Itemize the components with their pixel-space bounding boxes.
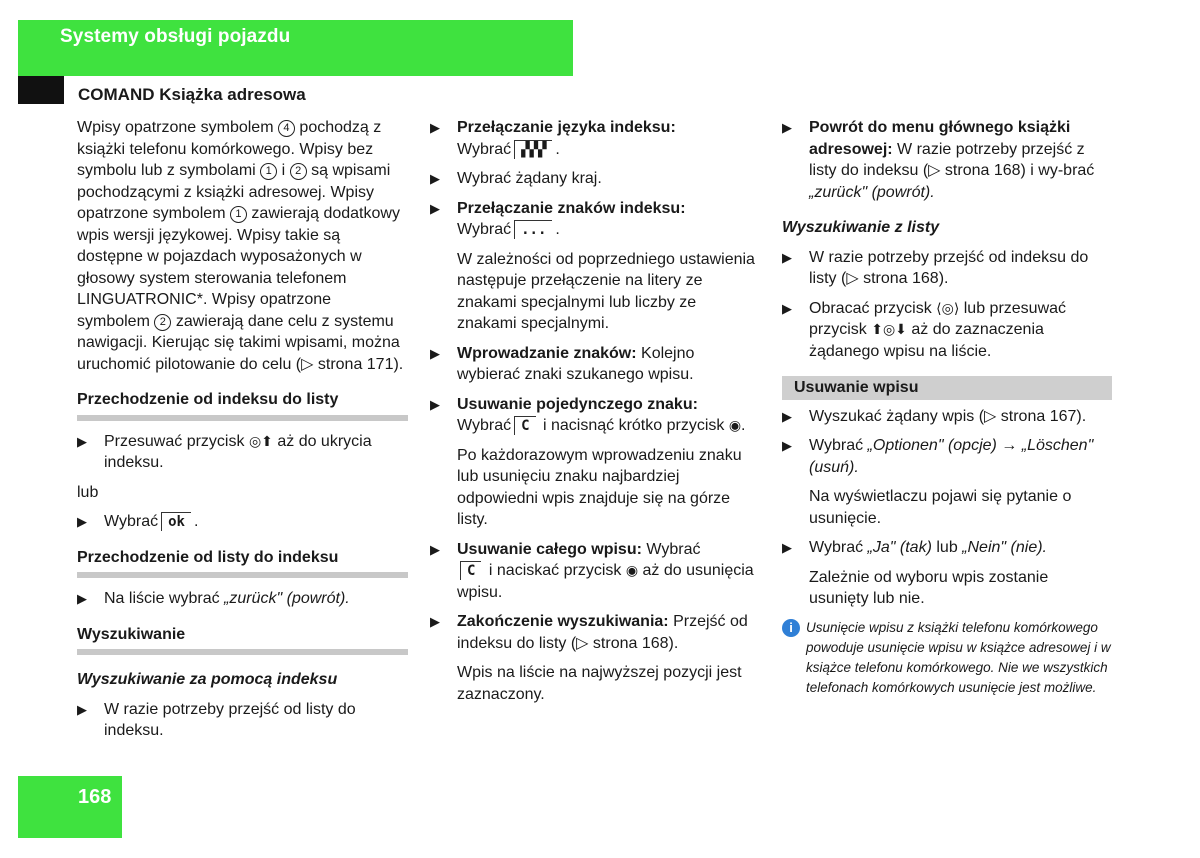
bullet-arrow-icon: ▶ [782, 438, 792, 453]
clear-key-icon: C [460, 561, 481, 580]
symbol-1-icon: 1 [260, 163, 277, 180]
bullet-arrow-icon: ▶ [782, 120, 792, 135]
info-note [782, 618, 1112, 698]
bullet-arrow-icon: ▶ [782, 540, 792, 555]
paragraph: Wpis na liście na najwyższej pozycji jest zaznaczony. [457, 664, 742, 703]
bullet-arrow-icon: ▶ [430, 120, 440, 135]
or-text: lub [77, 483, 99, 501]
list-item: ▶ Wprowadzanie znaków: Kolejno wybierać znaki szukanego wpisu. [430, 343, 760, 386]
paragraph: W zależności od poprzedniego ustawienia następuje przełączenie na litery ze znakami specjalnymi lub liczby ze znakami specjalnymi. [457, 250, 755, 332]
list-item: ▶ Wybrać ok . [77, 511, 408, 533]
list-item: ▶ Przełączanie języka indeksu: Wybrać ▞▞▞ . [430, 117, 760, 160]
list-item: ▶ W razie potrzeby przejść od indeksu do listy (▷ strona 168). [782, 247, 1112, 290]
subheading-delete-entry: Usuwanie wpisu [782, 376, 1112, 400]
paragraph: Zależnie od wyboru wpis zostanie usunięty lub nie. [809, 568, 1049, 607]
list-item: ▶ Przełączanie znaków indeksu: Wybrać ... . [430, 198, 760, 241]
list-item: ▶ Usuwanie całego wpisu: Wybrać C i naciskać przycisk ◉ aż do usunięcia wpisu. [430, 539, 760, 604]
controller-icon: ◎⬆ [248, 432, 273, 449]
subheading-search-from-list: Wyszukiwanie z listy [782, 219, 940, 236]
bullet-arrow-icon: ▶ [430, 541, 440, 557]
bullet-arrow-icon: ▶ [77, 591, 87, 606]
arrow-icon: → [1001, 437, 1018, 454]
list-item: ▶ Wybrać żądany kraj. [430, 168, 760, 190]
list-item: ▶ Obracać przycisk ⟨◎⟩ lub przesuwać przycisk ⬆◎⬇ aż do zaznaczenia żądanego wpisu na liście. [782, 298, 1112, 363]
column-left [77, 117, 408, 750]
symbol-2-icon: 2 [290, 163, 307, 180]
bullet-arrow-icon: ▶ [430, 200, 440, 216]
bullet-arrow-icon: ▶ [430, 614, 440, 629]
symbol-1-icon: 1 [230, 206, 247, 223]
bullet-arrow-icon: ▶ [782, 300, 792, 316]
clear-key-icon: C [514, 416, 535, 435]
chapter-title: Systemy obsługi pojazdu [60, 26, 291, 47]
characters-key-icon: ... [514, 220, 552, 239]
subheading-search: Wyszukiwanie [77, 624, 408, 656]
section-title: COMAND Książka adresowa [78, 85, 306, 104]
bullet-arrow-icon: ▶ [430, 171, 440, 186]
column-right [782, 117, 1112, 698]
list-item: ▶ Zakończenie wyszukiwania: Przejść od indeksu do listy (▷ strona 168). [430, 611, 760, 654]
page-number: 168 [78, 786, 112, 808]
list-item: ▶ Przesuwać przycisk ◎⬆ aż do ukrycia indeksu. [77, 431, 408, 474]
list-item: ▶ Wybrać „Ja" (tak) lub „Nein" (nie). [782, 537, 1112, 559]
bullet-arrow-icon: ▶ [430, 396, 440, 412]
rotate-controller-icon: ⟨◎⟩ [936, 299, 960, 316]
list-item: ▶ Na liście wybrać „zurück" (powrót). [77, 588, 408, 610]
bullet-arrow-icon: ▶ [430, 345, 440, 361]
list-item: ▶ Wybrać „Optionen" (opcje) → „Löschen" (usuń). [782, 435, 1112, 478]
list-item: ▶ Usuwanie pojedynczego znaku: Wybrać C i nacisnąć krótko przycisk ◉. [430, 394, 760, 437]
bullet-arrow-icon: ▶ [782, 408, 792, 424]
slide-controller-icon: ⬆◎⬇ [871, 321, 907, 337]
press-controller-icon: ◉ [625, 562, 639, 578]
paragraph: Po każdorazowym wprowadzeniu znaku lub usunięciu znaku najbardziej odpowiedni wpis znajduje się na górze listy. [457, 446, 742, 528]
list-item: ▶ Wyszukać żądany wpis (▷ strona 167). [782, 406, 1112, 428]
bullet-arrow-icon: ▶ [77, 701, 87, 717]
press-controller-icon: ◉ [728, 417, 742, 433]
list-item: ▶ Powrót do menu głównego książki adresowej: W razie potrzeby przejść z listy do indeksu (▷ strona 168) i wy-brać „zurück" (powrót). [782, 117, 1112, 203]
subheading-list-to-index: Przechodzenie od listy do indeksu [77, 547, 408, 579]
bullet-arrow-icon: ▶ [77, 433, 87, 449]
subheading-index-to-list: Przechodzenie od indeksu do listy [77, 389, 408, 421]
paragraph: Na wyświetlaczu pojawi się pytanie o usunięcie. [809, 488, 1072, 527]
subheading-search-by-index: Wyszukiwanie za pomocą indeksu [77, 671, 338, 688]
bullet-arrow-icon: ▶ [77, 514, 87, 529]
list-item: ▶ W razie potrzeby przejść od listy do indeksu. [77, 699, 408, 742]
section-marker [18, 76, 64, 104]
info-note-text: Usunięcie wpisu z książki telefonu komórkowego powoduje usunięcie wpisu w książce adresowej i w książce telefonu komórkowego. Nie we wszystkich telefonach komórkowych usunięcie jest możliwe. [806, 619, 1111, 695]
symbol-2-icon: 2 [154, 314, 171, 331]
symbol-4-icon: 4 [278, 120, 295, 137]
intro-paragraph: Wpisy opatrzone symbolem 4 pochodzą z książki telefonu komórkowego. Wpisy bez symbolu lub z symbolami 1 i 2 są wpisami pochodzącymi z książki adresowej. Wpisy opatrzone symbolem 1 zawierają dodatkowy wpis wersji językowej. Wpisy takie są dostępne w pojazdach wyposażonych w głosowy system sterowania telefonem LINGUATRONIC*. Wpisy opatrzone symbolem 2 zawierają dane celu z systemu nawigacji. Kierując się takimi wpisami, można uruchomić pilotowanie do celu (▷ strona 171). [77, 119, 404, 373]
bullet-arrow-icon: ▶ [782, 249, 792, 265]
ok-key-icon: ok [161, 512, 191, 531]
info-icon: i [782, 619, 800, 637]
column-middle [430, 117, 760, 713]
language-key-icon: ▞▞▞ [514, 140, 552, 159]
